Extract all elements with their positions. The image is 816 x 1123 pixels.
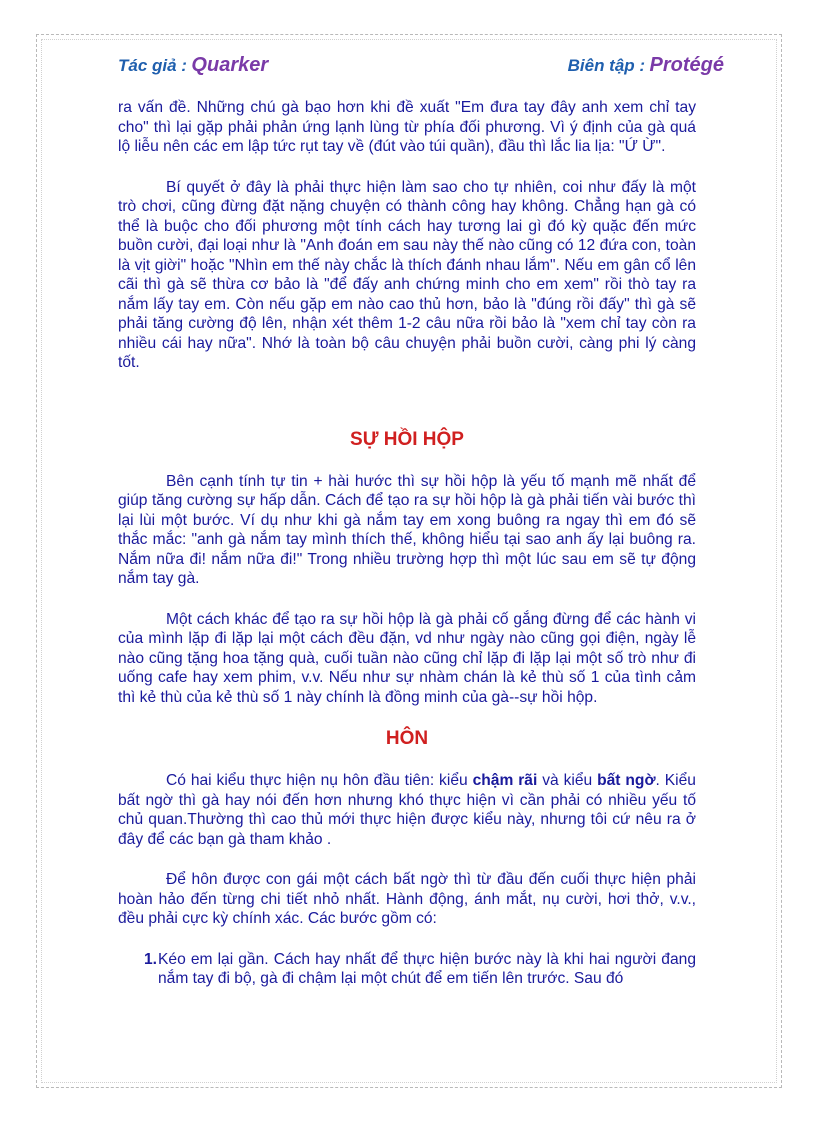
- steps-list: [118, 950, 696, 989]
- list-item: [118, 950, 696, 989]
- bold-term: bất ngờ: [597, 772, 656, 789]
- paragraph: Bí quyết ở đây là phải thực hiện làm sao cho tự nhiên, coi như đấy là một trò chơi, cũng đừng đặt nặng chuyện có thành công hay không. Chẳng hạn gà có thể là buộc cho đối phương một tính cách hay tương lai gì đó kỳ quặc đến mức buồn cười, đại loại như là "Anh đoán em sau này thế nào cũng có 12 đứa con, toàn là vịt giời" hoặc "Nhìn em thế này chắc là thích đánh nhau lắm". Nếu em gân cổ lên cãi thì gà sẽ thừa cơ bảo là "để đấy anh chứng minh cho em xem" rồi thò tay ra nắm lấy tay em. Còn nếu gặp em nào cao thủ hơn, bảo là "đúng rồi đấy" thì gà sẽ phải tăng cường độ lên, nhận xét thêm 1-2 câu nữa rồi bảo là "xem chỉ tay còn ra nhiều cái hay nữa". Nhớ là toàn bộ câu chuyện phải buồn cười, càng phi lý càng tốt.: [118, 178, 696, 371]
- page-header: [118, 54, 724, 84]
- section-heading-kiss: HÔN: [385, 728, 429, 749]
- editor-label: Biên tập :: [567, 56, 646, 75]
- paragraph: ra vấn đề. Những chú gà bạo hơn khi đề xuất "Em đưa tay đây anh xem chỉ tay cho" thì lại gặp phải phản ứng lạnh lùng từ phía đối phương. Vì ý định của gà quá lộ liễu nên các em lập tức rụt tay về (đút vào túi quần), đầu thì lắc lia lịa: "Ứ Ừ".: [118, 99, 696, 155]
- paragraph: Một cách khác để tạo ra sự hồi hộp là gà phải cố gắng đừng để các hành vi của mình lặp đi lặp lại một cách đều đặn, vd như ngày nào cũng gọi điện, ngày lễ nào cũng tặng hoa tặng quà, cuối tuần nào cũng chỉ lặp đi lặp lại một số trò như đi uống cafe hay xem phim, v.v. Nếu như sự nhàm chán là kẻ thù số 1 của tình cảm thì kẻ thù của kẻ thù số 1 này chính là đồng minh của gà--sự hồi hộp.: [118, 610, 696, 706]
- paragraph: Bên cạnh tính tự tin + hài hước thì sự hồi hộp là yếu tố mạnh mẽ nhất để giúp tăng cường sự hấp dẫn. Cách để tạo ra sự hồi hộp là gà phải tiến vài bước thì lại lùi một bước. Ví dụ như khi gà nắm tay em xong buông ra ngay thì em đó sẽ thắc mắc: "anh gà nắm tay mình thích thế, không hiểu tại sao anh ấy lại buông ra. Nắm nữa đi! nắm nữa đi!" Trong nhiều trường hợp thì một lúc sau em sẽ tự động nắm tay gà.: [118, 472, 696, 587]
- bold-term: chậm rãi: [472, 772, 538, 789]
- paragraph: Để hôn được con gái một cách bất ngờ thì từ đầu đến cuối thực hiện phải hoàn hảo đến từng chi tiết nhỏ nhất. Hành động, ánh mắt, nụ cười, hơi thở, v.v., đều phải cực kỳ chính xác. Các bước gồm có:: [118, 871, 696, 927]
- list-item-text: Kéo em lại gần. Cách hay nhất để thực hiện bước này là khi hai người đang nắm tay đi bộ, gà đi chậm lại một chút để em tiến lên trước. Sau đó: [158, 950, 696, 987]
- paragraph: Có hai kiểu thực hiện nụ hôn đầu tiên: kiểu chậm rãi và kiểu bất ngờ. Kiểu bất ngờ thì gà hay nói đến hơn nhưng khó thực hiện vì cần phải có nhiều yếu tố chủ quan.Thường thì cao thủ mới thực hiện được kiểu này, nhưng tôi cứ nêu ra ở đây để các bạn gà tham khảo .: [118, 772, 696, 848]
- document-body: [118, 98, 696, 989]
- editor-name: Protégé: [649, 54, 724, 76]
- editor-credit: [568, 54, 724, 77]
- section-heading-suspense: SỰ HỒI HỘP: [350, 428, 464, 450]
- list-number: 1.: [144, 950, 158, 968]
- author-credit: [118, 54, 268, 77]
- author-label: Tác giả :: [118, 56, 187, 75]
- author-name: Quarker: [191, 54, 269, 76]
